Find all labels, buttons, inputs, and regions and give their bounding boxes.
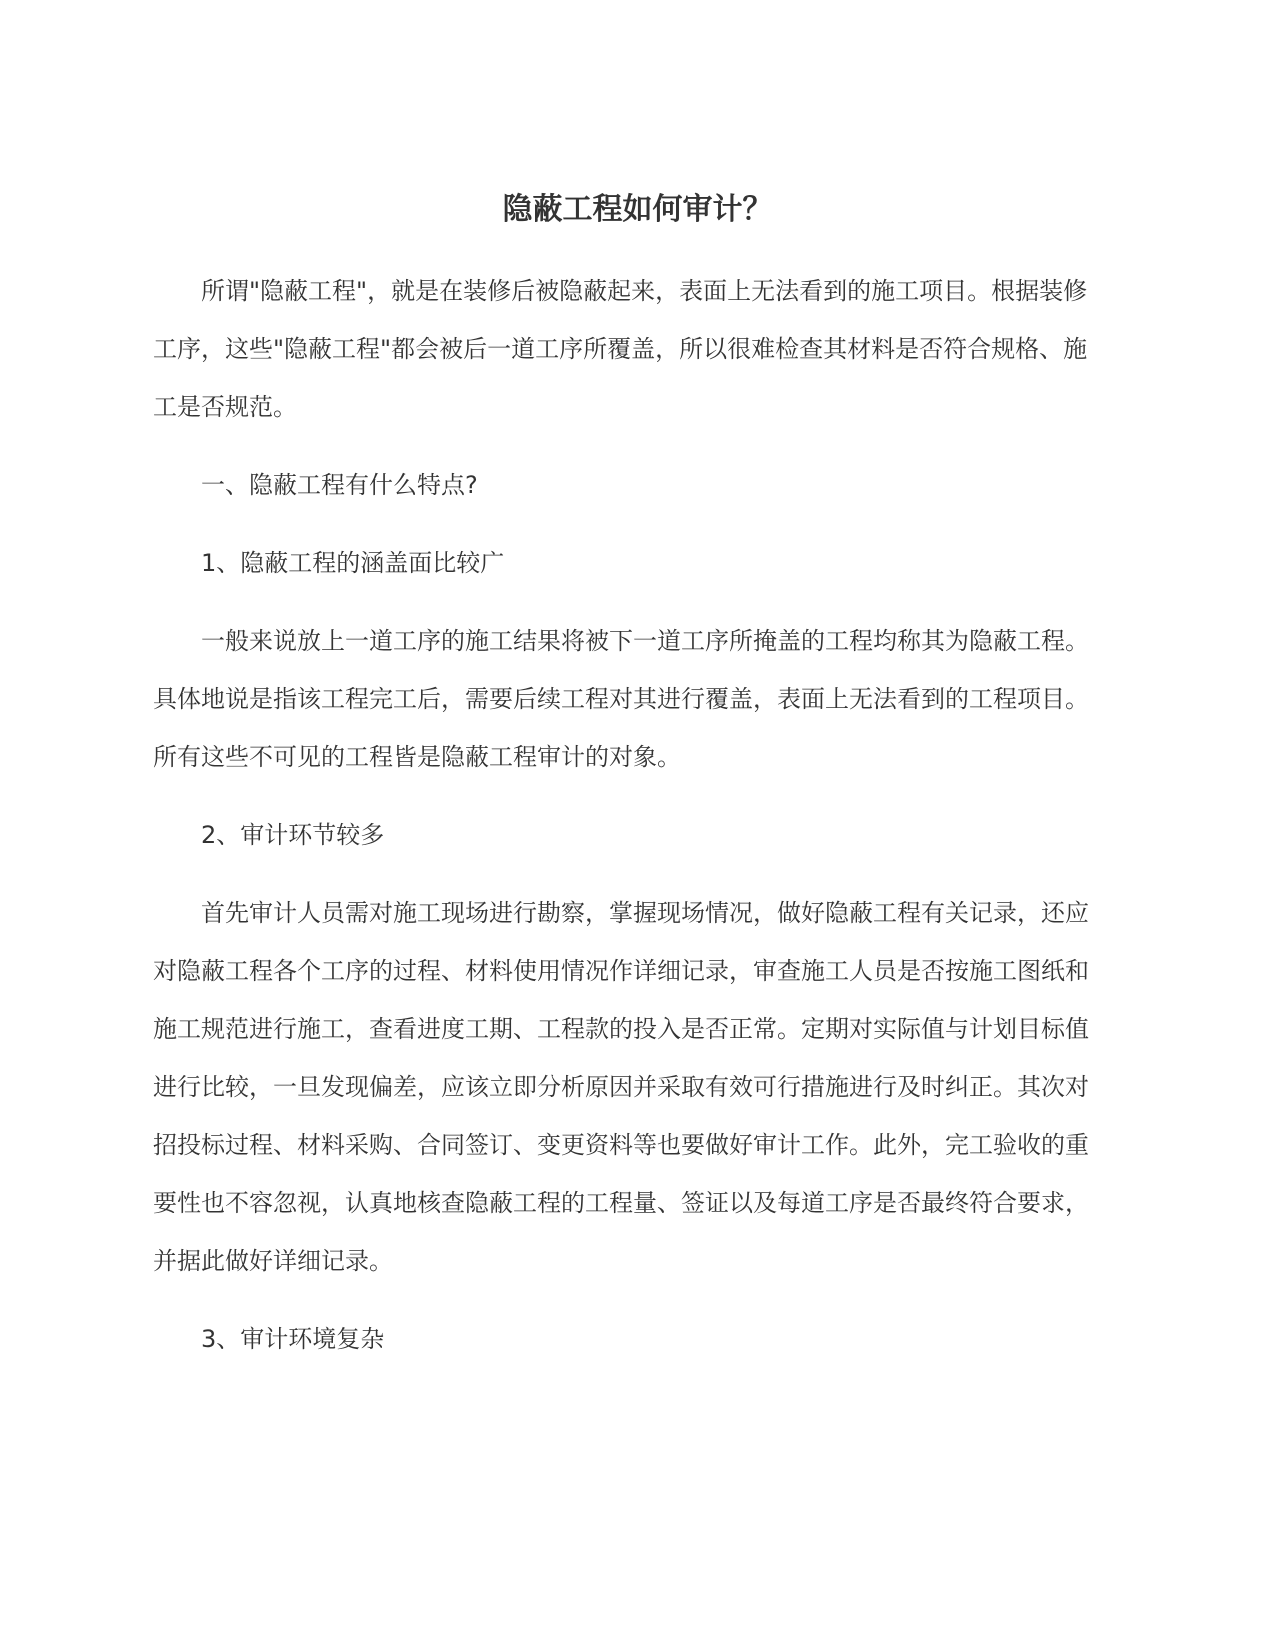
paragraph-intro: 所谓"隐蔽工程"，就是在装修后被隐蔽起来，表面上无法看到的施工项目。根据装修工序，这些"隐蔽工程"都会被后一道工序所覆盖，所以很难检查其材料是否符合规格、施工是否规范。 — [153, 277, 1088, 421]
subheading-coverage: 1、隐蔽工程的涵盖面比较广 — [201, 549, 505, 577]
document-title: 隐蔽工程如何审计？ — [502, 192, 773, 227]
subheading-audit-environment: 3、审计环境复杂 — [201, 1325, 385, 1353]
paragraph-coverage: 一般来说放上一道工序的施工结果将被下一道工序所掩盖的工程均称其为隐蔽工程。具体地说是指该工程完工后，需要后续工程对其进行覆盖，表面上无法看到的工程项目。所有这些不可见的工程皆是隐蔽工程审计的对象。 — [153, 627, 1089, 771]
paragraph-audit-steps: 首先审计人员需对施工现场进行勘察，掌握现场情况，做好隐蔽工程有关记录，还应对隐蔽工程各个工序的过程、材料使用情况作详细记录，审查施工人员是否按施工图纸和施工规范进行施工，查看进度工期、工程款的投入是否正常。定期对实际值与计划目标值进行比较，一旦发现偏差，应该立即分析原因并采取有效可行措施进行及时纠正。其次对招投标过程、材料采购、合同签订、变更资料等也要做好审计工作。此外，完工验收的重要性也不容忽视，认真地核查隐蔽工程的工程量、签证以及每道工序是否最终符合要求，并据此做好详细记录。 — [153, 899, 1089, 1275]
subheading-audit-steps: 2、审计环节较多 — [201, 821, 385, 849]
section-heading-features: 一、隐蔽工程有什么特点? — [201, 471, 478, 499]
document-body — [153, 262, 1105, 1368]
